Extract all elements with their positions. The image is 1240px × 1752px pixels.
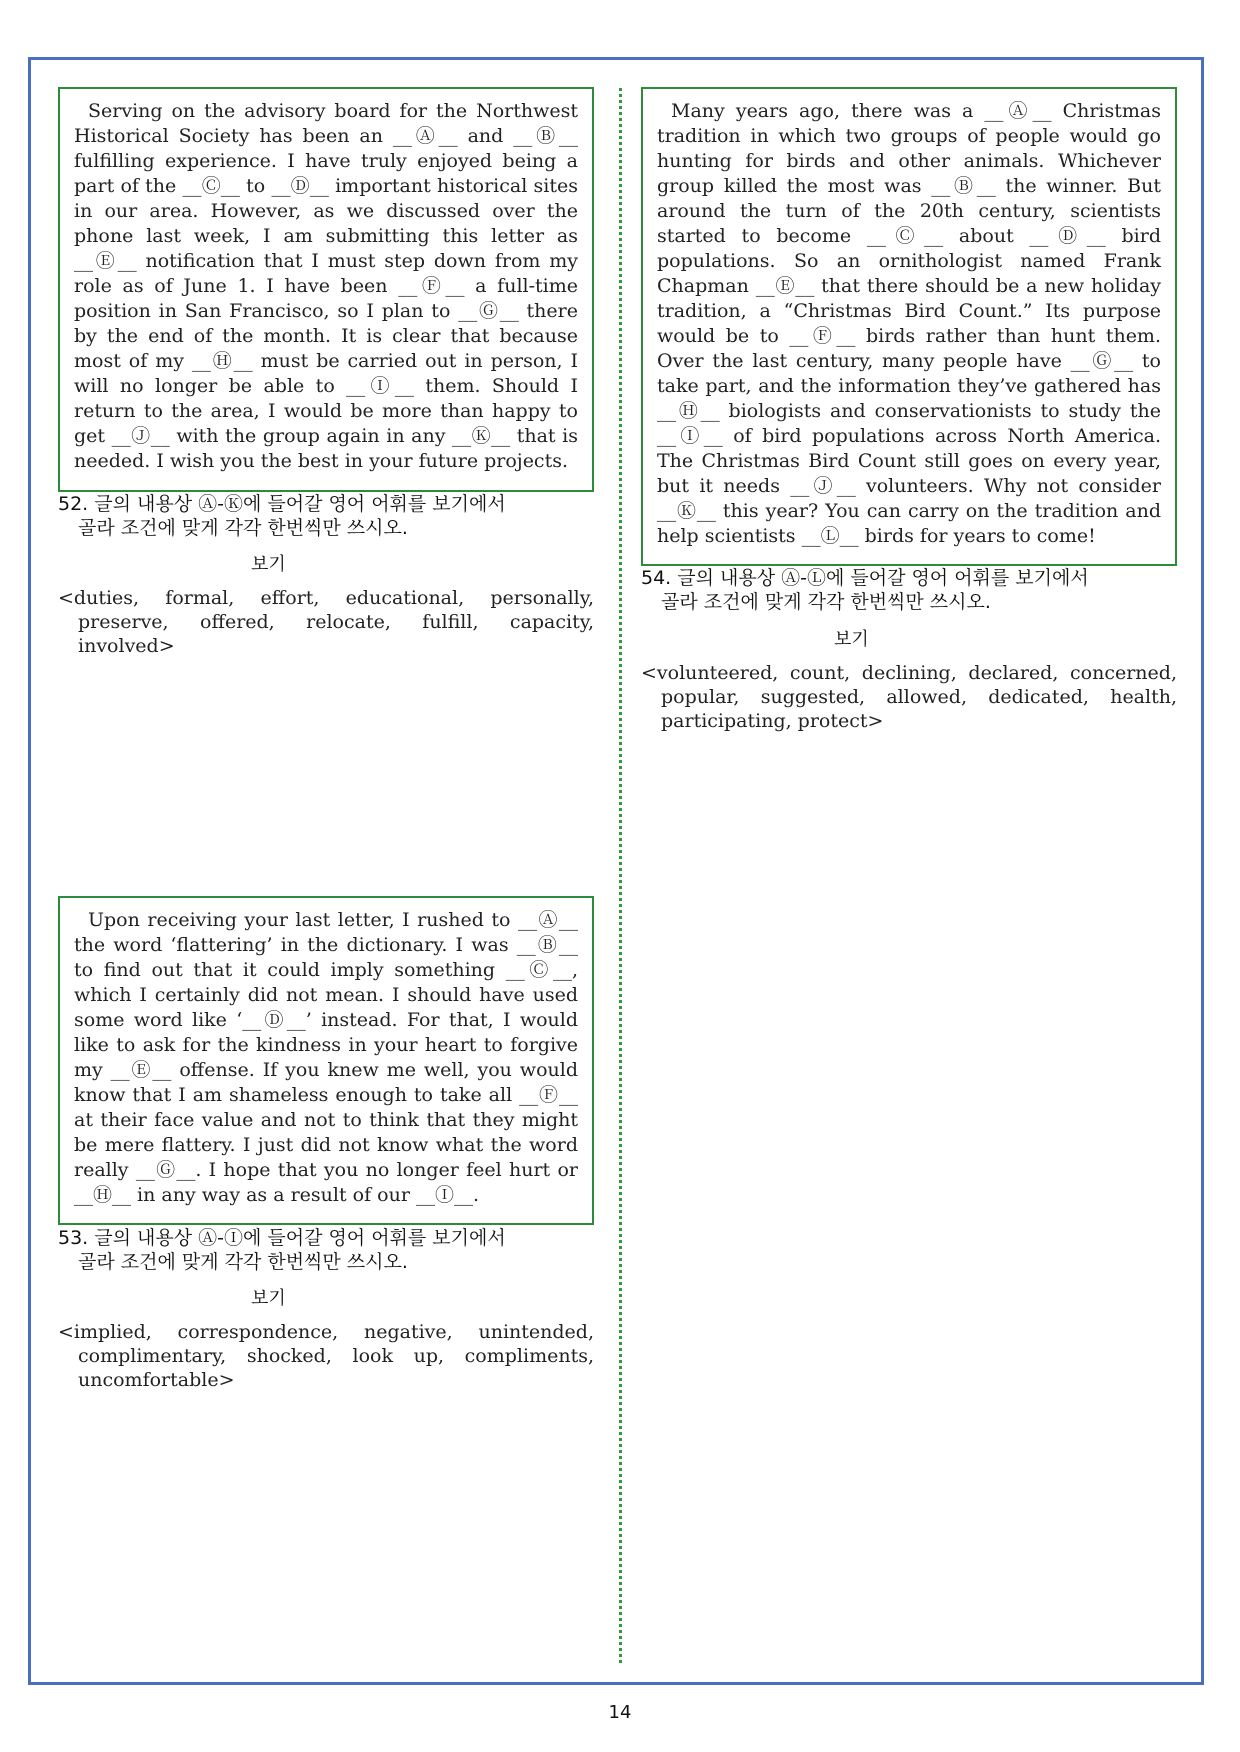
options-54 bbox=[641, 661, 1177, 733]
passage-53-text: Upon receiving your last letter, I rushed to __Ⓐ__ the word ‘flattering’ in the dictionary. I was __Ⓑ__ to find out that it could imply something __Ⓒ__, which I certainly did not mean. I should have used some word like ‘__Ⓓ__’ instead. For that, I would like to ask for the kindness in your heart to forgive my __Ⓔ__ offense. If you knew me well, you would know that I am shameless enough to take all __Ⓕ__ at their face value and not to think that they might be mere flattery. I just did not know what the word really __Ⓖ__. I hope that you no longer feel hurt or __Ⓗ__ in any way as a result of our __Ⓘ__. bbox=[74, 909, 578, 1206]
question-54-line1: 54. 글의 내용상 Ⓐ-Ⓛ에 들어갈 영어 어휘를 보기에서 bbox=[641, 567, 1089, 589]
bogi-label-52: 보기 bbox=[251, 554, 286, 575]
passage-52-text: Serving on the advisory board for the Northwest Historical Society has been an __Ⓐ__ and __Ⓑ__ fulfilling experience. I have truly enjoyed being a part of the __Ⓒ__ to __Ⓓ__ important historical sites in our area. However, as we discussed over the phone last week, I am submitting this letter as __Ⓔ__ notification that I must step down from my role as of June 1. I have been __Ⓕ__ a full-time position in San Francisco, so I plan to __Ⓖ__ there by the end of the month. It is clear that because most of my __Ⓗ__ must be carried out in person, I will no longer be able to __Ⓘ__ them. Should I return to the area, I would be more than happy to get __Ⓙ__ with the group again in any __Ⓚ__ that is needed. I wish you the best in your future projects. bbox=[74, 100, 578, 472]
question-54 bbox=[641, 566, 1177, 614]
options-53-text: <implied, correspondence, negative, unintended, complimentary, shocked, look up, compliments, uncomfortable> bbox=[58, 1321, 594, 1391]
passage-52 bbox=[58, 87, 594, 492]
options-52 bbox=[58, 586, 594, 658]
question-52-line1: 52. 글의 내용상 Ⓐ-Ⓚ에 들어갈 영어 어휘를 보기에서 bbox=[58, 493, 506, 515]
question-52-line2: 골라 조건에 맞게 각각 한번씩만 쓰시오. bbox=[78, 517, 408, 539]
column-divider bbox=[619, 88, 622, 1663]
options-53 bbox=[58, 1320, 594, 1392]
passage-54-text: Many years ago, there was a __Ⓐ__ Christmas tradition in which two groups of people would go hunting for birds and other animals. Whichever group killed the most was __Ⓑ__ the winner. But around the turn of the 20th century, scientists started to become __Ⓒ__ about __Ⓓ__ bird populations. So an ornithologist named Frank Chapman __Ⓔ__ that there should be a new holiday tradition, a “Christmas Bird Count.” Its purpose would be to __Ⓕ__ birds rather than hunt them. Over the last century, many people have __Ⓖ__ to take part, and the information they’ve gathered has __Ⓗ__ biologists and conservationists to study the __Ⓘ__ of bird populations across North America. The Christmas Bird Count still goes on every year, but it needs __Ⓙ__ volunteers. Why not consider __Ⓚ__ this year? You can carry on the tradition and help scientists __Ⓛ__ birds for years to come! bbox=[657, 100, 1161, 547]
options-52-text: <duties, formal, effort, educational, personally, preserve, offered, relocate, fulfill, capacity, involved> bbox=[58, 587, 594, 657]
question-52 bbox=[58, 492, 594, 540]
question-54-line2: 골라 조건에 맞게 각각 한번씩만 쓰시오. bbox=[661, 591, 991, 613]
passage-54 bbox=[641, 87, 1177, 566]
options-54-text: <volunteered, count, declining, declared, concerned, popular, suggested, allowed, dedicated, health, participating, protect> bbox=[641, 662, 1177, 732]
page-number: 14 bbox=[608, 1702, 632, 1723]
bogi-label-54: 보기 bbox=[834, 629, 869, 650]
bogi-label-53: 보기 bbox=[251, 1288, 286, 1309]
question-53 bbox=[58, 1226, 594, 1274]
question-53-line1: 53. 글의 내용상 Ⓐ-Ⓘ에 들어갈 영어 어휘를 보기에서 bbox=[58, 1227, 506, 1249]
passage-53 bbox=[58, 896, 594, 1225]
question-53-line2: 골라 조건에 맞게 각각 한번씩만 쓰시오. bbox=[78, 1251, 408, 1273]
